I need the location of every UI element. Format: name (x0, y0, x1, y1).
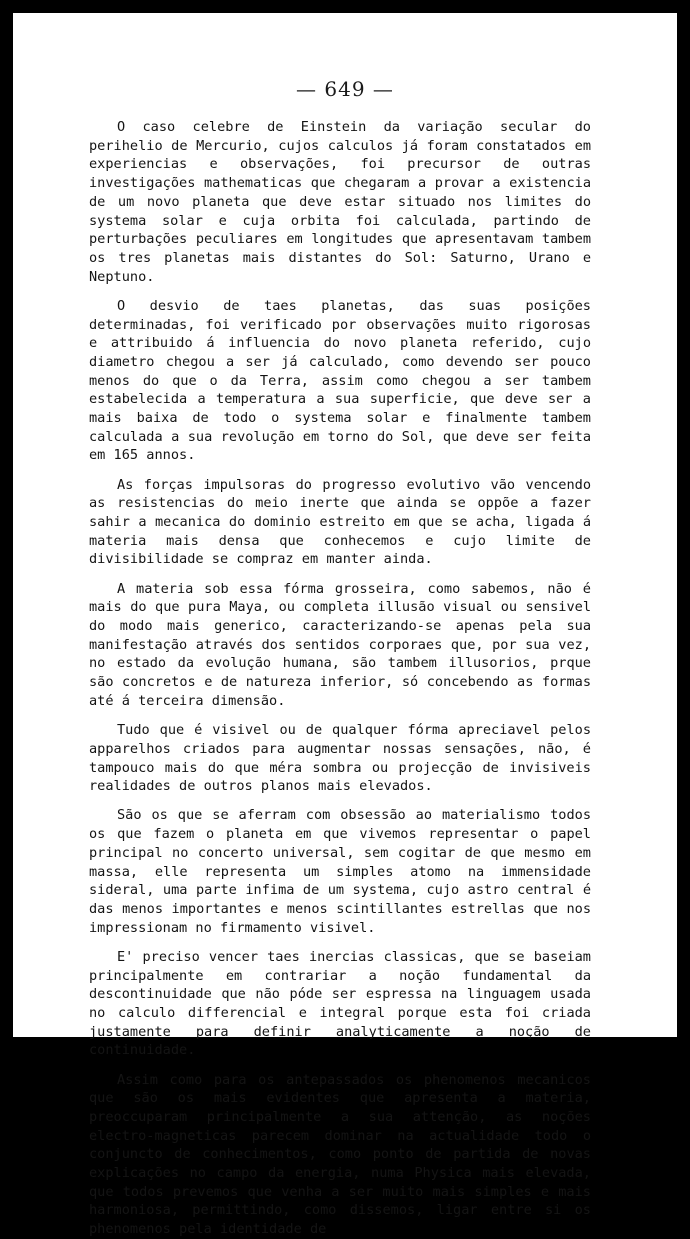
document-page (13, 13, 677, 1238)
page-number: — 649 — (296, 77, 394, 101)
paragraph: O desvio de taes planetas, das suas posições determinadas, foi verificado por observações muito rigorosas e attribuido á influencia do novo planeta referido, cujo diametro chegou a ser já calculado, como devendo ser pouco menos do que o da Terra, assim como chegou a ser tambem estabelecida a temperatura a sua superficie, que deve ser a mais baixa de todo o systema solar e finalmente tambem calculada a sua revolução em torno do Sol, que deve ser feita em 165 annos. (89, 297, 591, 464)
paragraph: Assim como para os antepassados os phenomenos mecanicos que são os mais evidentes que apresenta a materia, preoccuparam principalmente a sua attenção, as noções electro-magneticas parecem dominar na actualidade todo o conjuncto de conhecimentos, como ponto de partida de novas explicações no campo da energia, numa Physica mais elevada, que todos prevemos que venha a ser muito mais simples e mais harmoniosa, permittindo, como dissemos, ligar entre si os phenomenos pela identidade de (89, 1071, 591, 1238)
paragraph: Tudo que é visivel ou de qualquer fórma apreciavel pelos apparelhos criados para augmentar nossas sensações, não, é tampouco mais do que méra sombra ou projecção de invisiveis realidades de outros planos mais elevados. (89, 722, 591, 795)
paragraph: O caso celebre de Einstein da variação secular do perihelio de Mercurio, cujos calculos já foram constatados em experiencias e observações, foi precursor de outras investigações mathematicas que chegaram a provar a existencia de um novo planeta que deve estar situado nos limites do systema solar e cuja orbita foi calculada, partindo de perturbações peculiares em longitudes que apresentavam tambem os tres planetas mais distantes do Sol: Saturno, Urano e Neptuno. (89, 119, 591, 285)
body-text (89, 118, 591, 1239)
paragraph: As forças impulsoras do progresso evolutivo vão vencendo as resistencias do meio inerte que ainda se oppõe a fazer sahir a mecanica do dominio estreito em que se acha, ligada á materia mais densa que conhecemos e cujo limite de divisibilidade se compraz em manter ainda. (89, 476, 591, 568)
paragraph: E' preciso vencer taes inercias classicas, que se baseiam principalmente em contrariar a noção fundamental da descontinuidade que não póde ser espressa na linguagem usada no calculo differencial e integral porque esta foi criada justamente para definir analyticamente a noção de continuidade. (89, 948, 591, 1059)
paragraph: A materia sob essa fórma grosseira, como sabemos, não é mais do que pura Maya, ou completa illusão visual ou sensivel do modo mais generico, caracterizando-se apenas pela sua manifestação através dos sentidos corporaes que, por sua vez, no estado da evolução humana, são tambem illusorios, prque são concretos e de natureza inferior, só concebendo as formas até á terceira dimensão. (89, 580, 591, 709)
paragraph: São os que se aferram com obsessão ao materialismo todos os que fazem o planeta em que vivemos representar o papel principal no concerto universal, sem cogitar de que mesmo em massa, elle representa um simples atomo na immensidade sideral, uma parte infima de um systema, cujo astro central é das menos importantes e menos scintillantes estrellas que nos impressionam no firmamento visivel. (89, 807, 591, 936)
